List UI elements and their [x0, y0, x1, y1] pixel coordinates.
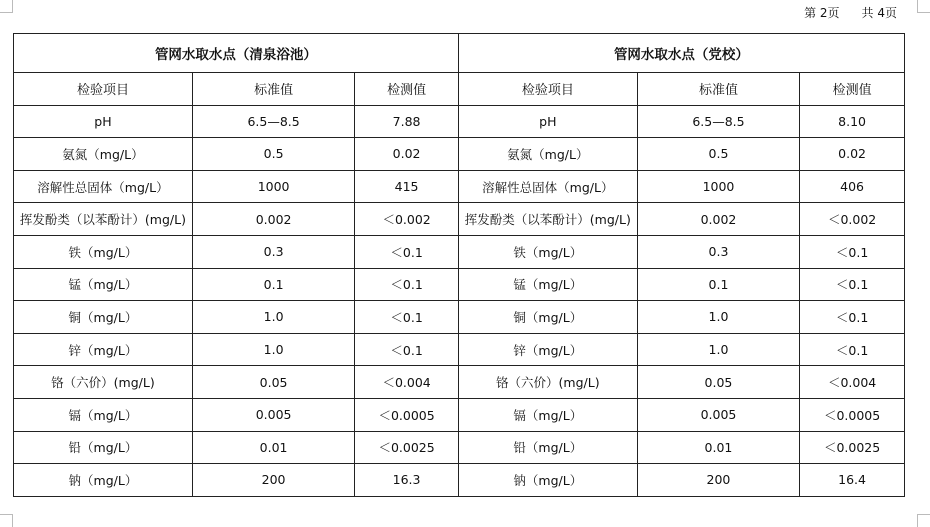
measured-cell: ＜0.002: [800, 203, 905, 236]
table-row: [14, 464, 905, 497]
standard-cell: 1.0: [637, 333, 799, 366]
table-row: [14, 431, 905, 464]
site-title-left: 管网水取水点（清泉浴池）: [14, 34, 459, 73]
measured-cell: 8.10: [800, 105, 905, 138]
standard-cell: 0.3: [192, 235, 354, 268]
standard-cell: 0.3: [637, 235, 799, 268]
measured-cell: ＜0.1: [355, 235, 459, 268]
col-header-item: 检验项目: [14, 73, 193, 106]
item-cell: pH: [14, 105, 193, 138]
standard-cell: 0.05: [637, 366, 799, 399]
item-cell: 镉（mg/L）: [14, 398, 193, 431]
standard-cell: 0.5: [637, 138, 799, 171]
page-number: [804, 4, 897, 21]
site-header-row: [14, 34, 905, 73]
measured-cell: ＜0.1: [800, 268, 905, 301]
standard-cell: 0.1: [637, 268, 799, 301]
col-header-measured: 检测值: [355, 73, 459, 106]
table-row: [14, 398, 905, 431]
measured-cell: ＜0.1: [355, 301, 459, 334]
measured-cell: ＜0.002: [355, 203, 459, 236]
item-cell: 铅（mg/L）: [458, 431, 637, 464]
item-cell: 铬（六价）(mg/L): [14, 366, 193, 399]
standard-cell: 1000: [192, 170, 354, 203]
item-cell: 溶解性总固体（mg/L）: [458, 170, 637, 203]
measured-cell: 0.02: [355, 138, 459, 171]
measured-cell: ＜0.1: [800, 235, 905, 268]
standard-cell: 1.0: [192, 301, 354, 334]
item-cell: 挥发酚类（以苯酚计）(mg/L): [14, 203, 193, 236]
table-row: [14, 301, 905, 334]
measured-cell: ＜0.1: [800, 333, 905, 366]
measured-cell: 7.88: [355, 105, 459, 138]
item-cell: pH: [458, 105, 637, 138]
measured-cell: ＜0.1: [355, 333, 459, 366]
corner-crop-mark: [0, 514, 13, 527]
column-header-row: [14, 73, 905, 106]
standard-cell: 0.01: [637, 431, 799, 464]
page-current: 第 2页: [804, 6, 840, 20]
standard-cell: 1.0: [192, 333, 354, 366]
standard-cell: 6.5—8.5: [637, 105, 799, 138]
table-row: [14, 235, 905, 268]
item-cell: 锌（mg/L）: [14, 333, 193, 366]
item-cell: 挥发酚类（以苯酚计）(mg/L): [458, 203, 637, 236]
measured-cell: ＜0.004: [355, 366, 459, 399]
item-cell: 铁（mg/L）: [14, 235, 193, 268]
measured-cell: ＜0.1: [800, 301, 905, 334]
item-cell: 锰（mg/L）: [458, 268, 637, 301]
table-row: [14, 268, 905, 301]
standard-cell: 0.002: [192, 203, 354, 236]
measured-cell: 406: [800, 170, 905, 203]
standard-cell: 1.0: [637, 301, 799, 334]
item-cell: 铜（mg/L）: [458, 301, 637, 334]
item-cell: 溶解性总固体（mg/L）: [14, 170, 193, 203]
measured-cell: ＜0.1: [355, 268, 459, 301]
item-cell: 氨氮（mg/L）: [14, 138, 193, 171]
table-row: [14, 333, 905, 366]
standard-cell: 0.1: [192, 268, 354, 301]
item-cell: 氨氮（mg/L）: [458, 138, 637, 171]
standard-cell: 0.5: [192, 138, 354, 171]
standard-cell: 0.002: [637, 203, 799, 236]
table-row: [14, 203, 905, 236]
corner-crop-mark: [917, 514, 930, 527]
table-row: [14, 366, 905, 399]
standard-cell: 0.05: [192, 366, 354, 399]
col-header-standard: 标准值: [637, 73, 799, 106]
item-cell: 铅（mg/L）: [14, 431, 193, 464]
standard-cell: 6.5—8.5: [192, 105, 354, 138]
measured-cell: ＜0.004: [800, 366, 905, 399]
table-row: [14, 105, 905, 138]
water-quality-table: [13, 33, 905, 497]
item-cell: 铬（六价）(mg/L): [458, 366, 637, 399]
standard-cell: 0.005: [192, 398, 354, 431]
measured-cell: 0.02: [800, 138, 905, 171]
measured-cell: 16.3: [355, 464, 459, 497]
measured-cell: ＜0.0005: [800, 398, 905, 431]
standard-cell: 1000: [637, 170, 799, 203]
table-row: [14, 138, 905, 171]
standard-cell: 0.01: [192, 431, 354, 464]
item-cell: 锰（mg/L）: [14, 268, 193, 301]
col-header-measured: 检测值: [800, 73, 905, 106]
measured-cell: ＜0.0025: [800, 431, 905, 464]
measured-cell: ＜0.0025: [355, 431, 459, 464]
col-header-standard: 标准值: [192, 73, 354, 106]
table-row: [14, 170, 905, 203]
page-total: 共 4页: [861, 6, 897, 20]
corner-crop-mark: [0, 0, 13, 13]
corner-crop-mark: [917, 0, 930, 13]
item-cell: 铜（mg/L）: [14, 301, 193, 334]
col-header-item: 检验项目: [458, 73, 637, 106]
measured-cell: 415: [355, 170, 459, 203]
standard-cell: 200: [192, 464, 354, 497]
measured-cell: ＜0.0005: [355, 398, 459, 431]
standard-cell: 200: [637, 464, 799, 497]
item-cell: 钠（mg/L）: [14, 464, 193, 497]
item-cell: 锌（mg/L）: [458, 333, 637, 366]
item-cell: 铁（mg/L）: [458, 235, 637, 268]
site-title-right: 管网水取水点（党校）: [458, 34, 904, 73]
standard-cell: 0.005: [637, 398, 799, 431]
item-cell: 钠（mg/L）: [458, 464, 637, 497]
item-cell: 镉（mg/L）: [458, 398, 637, 431]
measured-cell: 16.4: [800, 464, 905, 497]
